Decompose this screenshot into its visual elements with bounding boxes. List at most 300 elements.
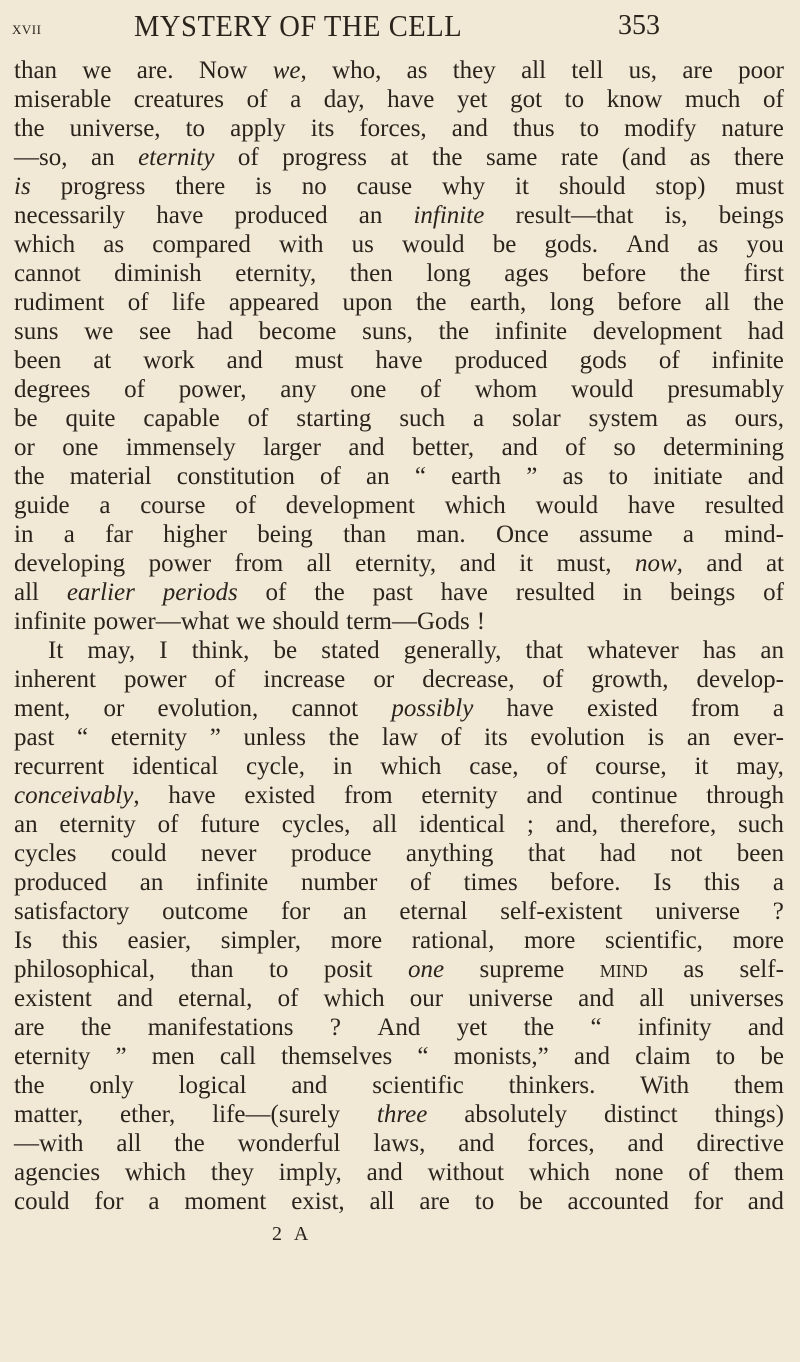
word: why	[442, 173, 486, 200]
word: for	[94, 1188, 124, 1215]
text-line	[14, 491, 784, 520]
word: eternity,	[235, 260, 317, 287]
word: “	[590, 1014, 602, 1041]
word: possibly	[391, 695, 474, 722]
word: produced	[14, 869, 108, 896]
word: cause	[356, 173, 413, 200]
word: case,	[469, 753, 519, 780]
word: to	[608, 463, 628, 490]
word: ?	[772, 898, 784, 925]
word: —with	[14, 1130, 84, 1157]
word: a	[682, 521, 694, 548]
word: of	[565, 434, 586, 461]
word: would	[571, 376, 634, 403]
word: of	[542, 666, 564, 693]
word: rational,	[411, 927, 495, 954]
word: ever-	[733, 724, 784, 751]
word: more	[524, 927, 576, 954]
word: its	[484, 724, 508, 751]
word: which	[444, 492, 506, 519]
word: manifestations	[147, 1014, 294, 1041]
word: the	[14, 463, 45, 490]
word: we,	[272, 57, 307, 84]
word: With	[640, 1072, 690, 1099]
word: in	[14, 521, 34, 548]
word: and	[627, 1130, 664, 1157]
word: eternity	[59, 811, 136, 838]
word: as	[406, 57, 428, 84]
word: of	[410, 869, 431, 896]
word: none	[614, 1159, 664, 1186]
word: number	[300, 869, 378, 896]
word: must	[294, 347, 344, 374]
word: and	[747, 1188, 784, 1215]
text-line	[14, 317, 784, 346]
word: any	[280, 376, 317, 403]
word: universe	[655, 898, 740, 925]
word: and	[526, 782, 563, 809]
word: an	[342, 898, 367, 925]
word: become	[258, 318, 337, 345]
word: logical	[178, 1072, 247, 1099]
word: existed	[244, 782, 316, 809]
word: philosophical,	[14, 956, 155, 983]
word: resulted	[515, 579, 595, 606]
word: and	[747, 463, 784, 490]
word: which	[14, 231, 76, 258]
word: work	[143, 347, 195, 374]
word: course,	[595, 753, 667, 780]
word: is	[255, 173, 272, 200]
word: It	[48, 637, 64, 664]
word: continue	[591, 782, 678, 809]
word: power	[123, 666, 187, 693]
word: then	[349, 260, 393, 287]
word: and,	[555, 811, 598, 838]
word: power,	[178, 376, 247, 403]
word: man.	[416, 521, 466, 548]
word: ages	[504, 260, 549, 287]
word: infinite	[494, 318, 568, 345]
word: infinite	[711, 347, 784, 374]
word: all	[14, 579, 39, 606]
word: of	[214, 666, 236, 693]
word: cycle,	[246, 753, 306, 780]
word: stop)	[655, 173, 706, 200]
word: earth	[451, 463, 502, 490]
word: may,	[736, 753, 784, 780]
word: be	[273, 637, 298, 664]
word: anything	[405, 840, 494, 867]
word: gods.	[544, 231, 598, 258]
word: such	[399, 405, 446, 432]
word: of	[157, 811, 179, 838]
word: cycles	[14, 840, 77, 867]
word: stated	[321, 637, 380, 664]
word: the	[415, 289, 447, 316]
word: And	[377, 1014, 421, 1041]
word: infinite	[413, 202, 485, 229]
word: be	[519, 1188, 543, 1215]
word: yet	[456, 1014, 488, 1041]
word: being	[257, 521, 313, 548]
word: eternity,	[355, 550, 437, 577]
word: it	[515, 173, 529, 200]
word: mind-	[724, 521, 784, 548]
word: compared	[152, 231, 251, 258]
word: is	[647, 724, 665, 751]
word: term—Gods	[346, 608, 470, 635]
word: know	[606, 86, 663, 113]
word: had	[599, 840, 636, 867]
word: the	[431, 144, 463, 171]
word: of	[237, 144, 259, 171]
word: be	[492, 231, 517, 258]
text-line	[14, 433, 784, 462]
text-line	[14, 1187, 784, 1216]
word: at	[765, 550, 784, 577]
word: an	[139, 869, 164, 896]
word: a	[63, 521, 75, 548]
word: now,	[634, 550, 683, 577]
word: call	[219, 1043, 256, 1070]
word: at	[93, 347, 112, 374]
word: one	[407, 956, 445, 983]
word: mind	[599, 956, 648, 983]
word: yet	[456, 86, 488, 113]
word: infinite	[196, 869, 269, 896]
word: the	[753, 289, 784, 316]
word: or	[14, 434, 35, 461]
word: —so,	[14, 144, 68, 171]
word: produced	[454, 347, 548, 374]
word: more	[330, 927, 383, 954]
word: an	[366, 463, 390, 490]
word: been	[14, 347, 62, 374]
word: existed	[586, 695, 658, 722]
word: in	[332, 753, 353, 780]
word: as	[685, 405, 707, 432]
word: eternal	[399, 898, 468, 925]
word: eternity	[421, 782, 498, 809]
word: far	[105, 521, 133, 548]
word: posit	[323, 956, 373, 983]
word: resulted	[704, 492, 784, 519]
word: the	[314, 579, 345, 606]
word: all	[116, 1130, 142, 1157]
word: that	[527, 840, 566, 867]
word: through	[706, 782, 784, 809]
text-line	[14, 1129, 784, 1158]
body-text	[14, 56, 784, 1216]
text-line	[14, 143, 784, 172]
word: have	[506, 695, 554, 722]
word: see	[139, 318, 172, 345]
text-line	[14, 56, 784, 85]
word: the	[14, 115, 45, 142]
word: and	[451, 115, 488, 142]
word: of	[658, 347, 680, 374]
word: growth,	[591, 666, 669, 693]
word: scientific	[372, 1072, 464, 1099]
text-line	[14, 810, 784, 839]
signature-mark: 2 A	[272, 1223, 313, 1245]
word: only	[89, 1072, 134, 1099]
word: “	[417, 1043, 429, 1070]
word: wonderful	[237, 1130, 341, 1157]
word: of	[546, 753, 568, 780]
word: have	[156, 202, 204, 229]
text-line	[14, 694, 784, 723]
word: as	[697, 231, 719, 258]
word: and	[366, 1159, 403, 1186]
word: they	[452, 57, 496, 84]
word: and	[706, 550, 743, 577]
word: to	[715, 1043, 736, 1070]
word: assume	[578, 521, 653, 548]
word: before.	[550, 869, 621, 896]
word: absolutely	[464, 1101, 568, 1128]
word: same	[485, 144, 538, 171]
word: past	[14, 724, 55, 751]
text-line	[14, 984, 784, 1013]
word: decrease,	[422, 666, 515, 693]
word: all	[521, 57, 547, 84]
word: the	[174, 1130, 205, 1157]
word: we	[84, 318, 114, 345]
word: so	[613, 434, 636, 461]
word: unless	[243, 724, 306, 751]
word: creatures	[133, 86, 225, 113]
word: ;	[526, 811, 534, 838]
word: and	[459, 550, 496, 577]
word: a	[99, 492, 111, 519]
word: had	[196, 318, 233, 345]
word: the	[679, 260, 711, 287]
word: increase	[263, 666, 346, 693]
word: before	[582, 260, 647, 287]
word: that	[525, 637, 563, 664]
word: cycles,	[281, 811, 351, 838]
word: of	[320, 463, 341, 490]
word: must,	[556, 550, 612, 577]
word: are	[14, 1014, 45, 1041]
word: times	[463, 869, 518, 896]
word: poor	[738, 57, 784, 84]
word: than	[343, 521, 387, 548]
text-line	[14, 404, 784, 433]
word: develop-	[696, 666, 784, 693]
word: diminish	[114, 260, 202, 287]
word: developing	[14, 550, 126, 577]
word: think,	[191, 637, 250, 664]
word: eternity	[138, 144, 215, 171]
word: directive	[696, 1130, 784, 1157]
text-line	[14, 636, 784, 665]
word: scientific,	[605, 927, 703, 954]
word: there	[734, 144, 784, 171]
word: than	[14, 57, 58, 84]
word: may,	[87, 637, 136, 664]
word: eternity	[14, 1043, 91, 1070]
word: of	[277, 985, 299, 1012]
word: thinkers.	[508, 1072, 596, 1099]
word: an	[90, 144, 115, 171]
word: suns	[14, 318, 59, 345]
word: be	[14, 405, 38, 432]
word: gods	[579, 347, 627, 374]
word: have	[375, 347, 423, 374]
word: of	[124, 376, 145, 403]
word: day,	[323, 86, 365, 113]
word: as	[103, 231, 125, 258]
word: solar	[512, 405, 561, 432]
word: I	[159, 637, 168, 664]
word: could	[14, 1188, 70, 1215]
text-line	[14, 665, 784, 694]
word: ”	[209, 724, 221, 751]
word: system	[588, 405, 659, 432]
word: therefore,	[619, 811, 717, 838]
text-line	[14, 1013, 784, 1042]
word: starting	[296, 405, 372, 432]
word: produce	[290, 840, 372, 867]
word: which	[323, 985, 385, 1012]
word: which	[528, 1159, 590, 1186]
word: got	[510, 86, 543, 113]
word: of	[265, 579, 287, 606]
word: life—(surely	[212, 1101, 340, 1128]
word: ”	[526, 463, 538, 490]
word: miserable	[14, 86, 112, 113]
word: of	[247, 405, 269, 432]
word: satisfactory	[14, 898, 130, 925]
word: who,	[332, 57, 382, 84]
word: cannot	[291, 695, 359, 722]
word: all	[372, 811, 398, 838]
word: evolution	[530, 724, 625, 751]
word: (and	[621, 144, 667, 171]
word: And	[626, 231, 670, 258]
word: which	[124, 1159, 187, 1186]
word: of	[763, 86, 784, 113]
word: at	[390, 144, 409, 171]
text-line	[14, 1042, 784, 1071]
word: course	[140, 492, 206, 519]
word: they	[210, 1159, 254, 1186]
word: we	[82, 57, 112, 84]
text-line	[14, 723, 784, 752]
text-line	[14, 897, 784, 926]
text-line	[14, 926, 784, 955]
word: determining	[663, 434, 784, 461]
word: this	[61, 927, 98, 954]
word: must	[735, 173, 784, 200]
word: to	[268, 956, 289, 983]
word: beings	[718, 202, 784, 229]
word: should	[272, 608, 340, 635]
word: and	[348, 434, 385, 461]
running-header	[0, 8, 800, 48]
word: eternal,	[178, 985, 253, 1012]
word: are.	[136, 57, 174, 84]
word: inherent	[14, 666, 96, 693]
word: one	[62, 434, 99, 461]
word: is	[14, 173, 31, 200]
word: an	[686, 724, 711, 751]
word: distinct	[603, 1101, 678, 1128]
word: guide	[14, 492, 70, 519]
word: tell	[571, 57, 604, 84]
word: degrees	[14, 376, 91, 403]
word: accounted	[567, 1188, 669, 1215]
word: much	[684, 86, 741, 113]
word: evolution,	[157, 695, 259, 722]
word: law	[381, 724, 418, 751]
word: ?	[329, 1014, 341, 1041]
word: such	[738, 811, 784, 838]
word: us	[351, 231, 374, 258]
page-number: 353	[618, 10, 660, 41]
word: exist,	[291, 1188, 345, 1215]
word: identical	[419, 811, 506, 838]
word: conceivably,	[14, 782, 140, 809]
text-line	[14, 346, 784, 375]
word: the	[523, 1014, 555, 1041]
word: you	[746, 231, 784, 258]
word: life	[172, 289, 206, 316]
word: and	[226, 347, 263, 374]
word: beings	[669, 579, 736, 606]
word: whatever	[587, 637, 679, 664]
word: upon	[342, 289, 393, 316]
word: quite	[65, 405, 116, 432]
word: have	[627, 492, 676, 519]
text-line	[14, 607, 784, 636]
word: development	[285, 492, 415, 519]
word: and	[747, 1014, 784, 1041]
text-line	[14, 839, 784, 868]
text-line	[14, 259, 784, 288]
word: been	[736, 840, 784, 867]
text-line	[14, 375, 784, 404]
word: rate	[560, 144, 599, 171]
word: before	[617, 289, 682, 316]
word: power	[148, 550, 212, 577]
word: would	[402, 231, 465, 258]
word: of	[440, 724, 462, 751]
word: and	[116, 985, 154, 1012]
word: periods	[162, 579, 238, 606]
word: better,	[411, 434, 475, 461]
word: Now	[198, 57, 248, 84]
word: all	[306, 550, 332, 577]
word: long	[426, 260, 471, 287]
word: which	[380, 753, 442, 780]
word: it	[694, 753, 709, 780]
text-line	[14, 781, 784, 810]
word: earlier	[66, 579, 135, 606]
running-title: MYSTERY OF THE CELL	[134, 8, 463, 43]
text-line	[14, 520, 784, 549]
word: us,	[628, 57, 658, 84]
word: recurrent	[14, 753, 105, 780]
word: themselves	[281, 1043, 393, 1070]
word: them	[733, 1159, 784, 1186]
word: suns,	[362, 318, 413, 345]
word: without	[427, 1159, 504, 1186]
word: whom	[474, 376, 538, 403]
